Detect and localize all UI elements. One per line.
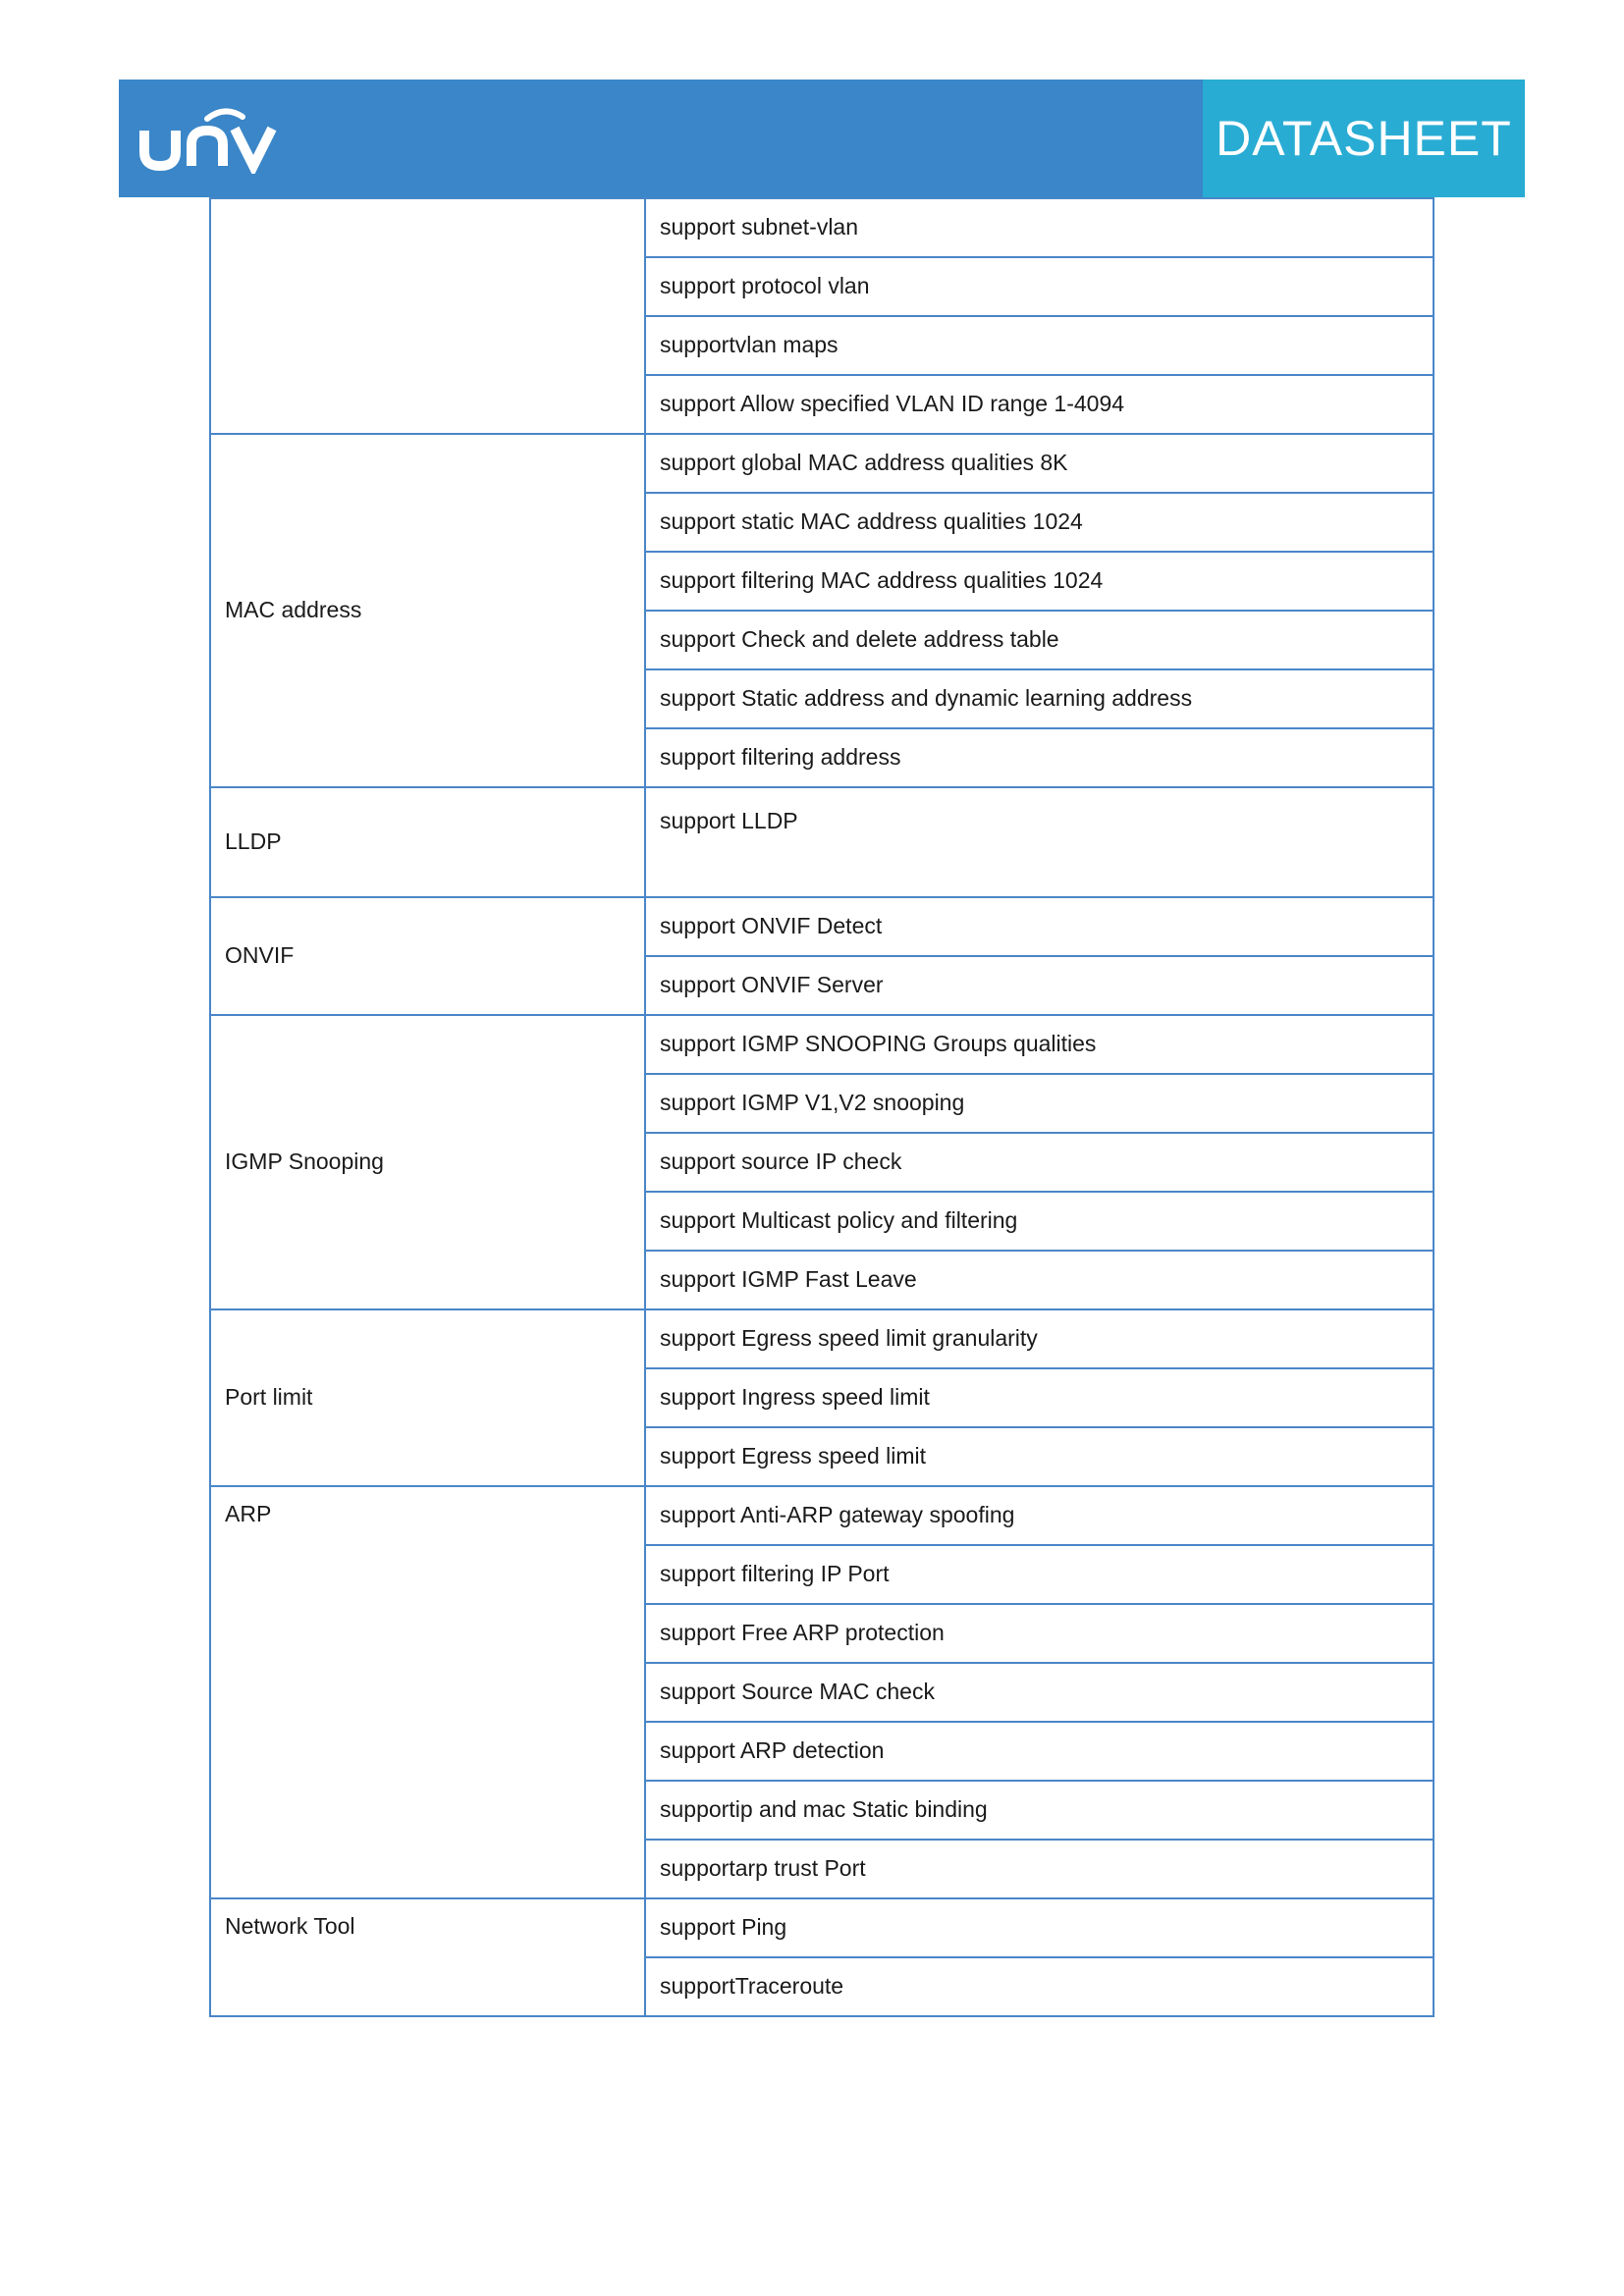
table-row xyxy=(210,1486,1434,1545)
category-network-tool: Network Tool xyxy=(210,1898,645,2016)
feature-cell: support subnet-vlan xyxy=(645,198,1434,257)
table-row xyxy=(210,787,1434,897)
feature-cell: support LLDP xyxy=(645,787,1434,897)
table-row xyxy=(210,897,1434,956)
category-arp: ARP xyxy=(210,1486,645,1898)
feature-cell: support Ingress speed limit xyxy=(645,1368,1434,1427)
table-row xyxy=(210,1898,1434,1957)
feature-cell: supportvlan maps xyxy=(645,316,1434,375)
feature-cell: support filtering address xyxy=(645,728,1434,787)
feature-cell: support Check and delete address table xyxy=(645,611,1434,669)
feature-cell: support static MAC address qualities 1024 xyxy=(645,493,1434,552)
spec-table-body xyxy=(210,198,1434,2016)
category-igmp-snooping: IGMP Snooping xyxy=(210,1015,645,1309)
header-brand-bar xyxy=(119,80,1203,197)
feature-cell: support filtering IP Port xyxy=(645,1545,1434,1604)
table-row xyxy=(210,1309,1434,1368)
feature-cell: support Anti-ARP gateway spoofing xyxy=(645,1486,1434,1545)
table-row xyxy=(210,434,1434,493)
category-lldp: LLDP xyxy=(210,787,645,897)
feature-cell: support IGMP Fast Leave xyxy=(645,1251,1434,1309)
feature-cell: support filtering MAC address qualities 1024 xyxy=(645,552,1434,611)
feature-cell: support Multicast policy and filtering xyxy=(645,1192,1434,1251)
category-port-limit: Port limit xyxy=(210,1309,645,1486)
feature-cell: support IGMP V1,V2 snooping xyxy=(645,1074,1434,1133)
feature-cell: support ONVIF Server xyxy=(645,956,1434,1015)
unv-logo xyxy=(138,103,278,174)
category-continued xyxy=(210,198,645,434)
feature-cell: support protocol vlan xyxy=(645,257,1434,316)
feature-cell: support Free ARP protection xyxy=(645,1604,1434,1663)
datasheet-header xyxy=(119,80,1525,197)
category-mac-address: MAC address xyxy=(210,434,645,787)
feature-cell: supportarp trust Port xyxy=(645,1840,1434,1898)
datasheet-label: DATASHEET xyxy=(1203,80,1525,197)
feature-cell: support Static address and dynamic learning address xyxy=(645,669,1434,728)
feature-cell: support Egress speed limit granularity xyxy=(645,1309,1434,1368)
feature-cell: support Egress speed limit xyxy=(645,1427,1434,1486)
feature-cell: support global MAC address qualities 8K xyxy=(645,434,1434,493)
category-onvif: ONVIF xyxy=(210,897,645,1015)
spec-table xyxy=(209,197,1435,2017)
feature-cell: support IGMP SNOOPING Groups qualities xyxy=(645,1015,1434,1074)
feature-cell: supportip and mac Static binding xyxy=(645,1781,1434,1840)
feature-cell: support Source MAC check xyxy=(645,1663,1434,1722)
feature-cell: support ARP detection xyxy=(645,1722,1434,1781)
table-row xyxy=(210,198,1434,257)
table-row xyxy=(210,1015,1434,1074)
feature-cell: support ONVIF Detect xyxy=(645,897,1434,956)
feature-cell: support Allow specified VLAN ID range 1-4094 xyxy=(645,375,1434,434)
feature-cell: support source IP check xyxy=(645,1133,1434,1192)
feature-cell: supportTraceroute xyxy=(645,1957,1434,2016)
feature-cell: support Ping xyxy=(645,1898,1434,1957)
